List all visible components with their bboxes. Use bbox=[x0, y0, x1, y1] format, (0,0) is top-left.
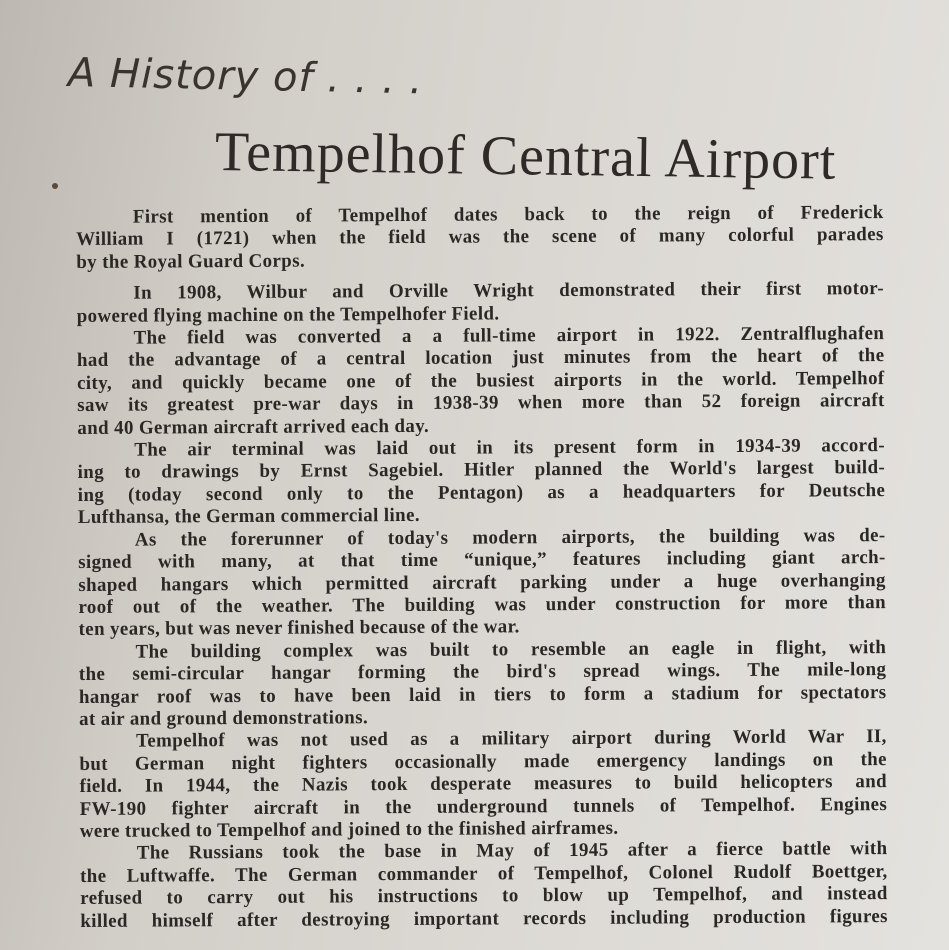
text-line: killed himself after destroying important records including production figures bbox=[80, 905, 888, 932]
paragraph bbox=[79, 637, 904, 732]
text-line: field. In 1944, the Nazis took desperate measures to build helicopters and bbox=[79, 771, 888, 798]
ink-mark bbox=[52, 183, 58, 189]
text-line: but German night fighters occasionally made emergency landings on the bbox=[79, 748, 887, 775]
text-line: refused to carry out his instructions to blow up Tempelhof, and instead bbox=[80, 883, 888, 910]
text-line: had the advantage of a central location just minutes from the heart of the bbox=[76, 345, 885, 372]
text-line: and 40 German aircraft arrived each day. bbox=[77, 415, 430, 439]
text-line: the semi-circular hangar forming the bird's spread wings. The mile-long bbox=[78, 659, 887, 686]
text-line: shaped hangars which permitted aircraft parking under a huge overhanging bbox=[78, 569, 886, 596]
text-line: The Russians took the base in May of 1945 after a fierce battle with bbox=[136, 838, 888, 865]
text-line: the Luftwaffe. The German commander of Tempelhof, Colonel Rudolf Boettger, bbox=[80, 860, 888, 887]
article-body bbox=[76, 202, 904, 933]
text-line: hangar roof was to have been laid in tiers to form a stadium for spectators bbox=[78, 681, 887, 708]
paragraph bbox=[78, 525, 903, 642]
text-line: roof out of the weather. The building was under construction for more than bbox=[78, 591, 887, 618]
text-line: William I (1721) when the field was the scene of many colorful parades bbox=[76, 224, 884, 251]
text-line: ing to drawings by Ernst Sagebiel. Hitler planned the World's largest build- bbox=[77, 457, 886, 484]
text-line: Tempelhof was not used as a military airport during World War II, bbox=[136, 726, 887, 752]
heading-kicker: A History of . . . . bbox=[67, 50, 424, 104]
text-line: Lufthansa, the German commercial line. bbox=[77, 505, 421, 529]
text-line: In 1908, Wilbur and Orville Wright demonstrated their first motor- bbox=[133, 278, 885, 304]
text-line: The field was converted a a full-time airport in 1922. Zentralflughafen bbox=[133, 323, 885, 349]
paragraph bbox=[77, 435, 902, 530]
text-line: were trucked to Tempelhof and joined to the finished airframes. bbox=[79, 817, 619, 842]
text-line: at air and ground demonstrations. bbox=[79, 707, 369, 730]
text-line: ing (today second only to the Pentagon) as a headquarters for Deutsche bbox=[77, 479, 886, 506]
text-line: ten years, but was never finished because of the war. bbox=[78, 616, 520, 641]
text-line: by the Royal Guard Corps. bbox=[76, 250, 306, 273]
text-line: FW-190 fighter aircraft in the underground tunnels of Tempelhof. Engines bbox=[79, 793, 888, 820]
paragraph bbox=[76, 202, 900, 274]
text-line: city, and quickly became one of the busiest airports in the world. Tempelhof bbox=[77, 367, 885, 394]
page-title: Tempelhof Central Airport bbox=[214, 121, 837, 192]
paragraph bbox=[77, 323, 902, 440]
text-line: powered flying machine on the Tempelhofer Field. bbox=[76, 303, 500, 327]
paragraph bbox=[79, 726, 904, 843]
text-line: signed with many, at that time “unique,” features including giant arch- bbox=[78, 547, 886, 574]
paragraph bbox=[80, 838, 905, 933]
text-line: The air terminal was laid out in its present form in 1934-39 accord- bbox=[134, 435, 886, 461]
text-line: First mention of Tempelhof dates back to the reign of Frederick bbox=[132, 202, 884, 228]
text-line: As the forerunner of today's modern airports, the building was de- bbox=[134, 524, 886, 551]
text-line: saw its greatest pre-war days in 1938-39 when more than 52 foreign aircraft bbox=[77, 390, 885, 417]
text-line: The building complex was built to resemble an eagle in flight, with bbox=[135, 636, 887, 663]
paragraph bbox=[76, 278, 900, 328]
